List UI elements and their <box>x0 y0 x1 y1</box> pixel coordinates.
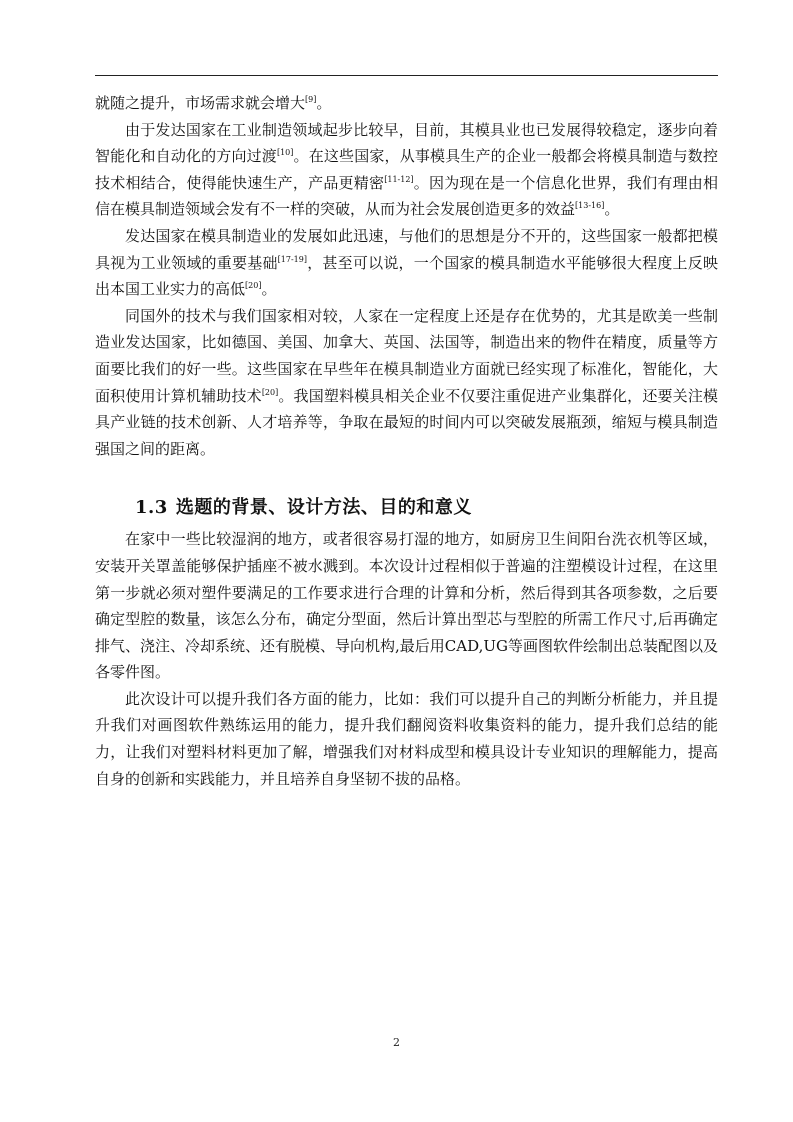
citation-ref: [10] <box>276 148 294 158</box>
header-rule <box>95 75 718 76</box>
citation-ref: [13-16] <box>575 201 605 211</box>
section-number: 1.3 <box>135 497 168 519</box>
paragraph-text: 发达国家在模具制造业的发展如此迅速，与他们的思想是分不开的，这些国家一般都把模具视为工业领域的重要基础 <box>95 226 718 272</box>
paragraph <box>95 90 718 117</box>
section-title: 选题的背景、设计方法、目的和意义 <box>175 497 472 519</box>
paragraph <box>95 223 718 303</box>
paragraph <box>95 303 718 463</box>
citation-ref: [20] <box>261 387 279 397</box>
paragraph-text: 。在这些国家，从事模具生产的企业一般都会将模具制造与数控技术相结合，使得能快速生产，产品更精密 <box>95 147 718 192</box>
page-number: 2 <box>393 1036 400 1049</box>
paragraph-text: 就随之提升，市场需求就会增大 <box>95 94 306 112</box>
paragraph <box>95 117 718 223</box>
page-body <box>95 90 718 792</box>
paragraph-text: ，甚至可以说，一个国家的模具制造水平能够很大程度上反映出本国工业实力的高低 <box>95 253 718 299</box>
paragraph-text: 此次设计可以提升我们各方面的能力，比如：我们可以提升自己的判断分析能力，并且提升我们对画图软件熟练运用的能力，提升我们翻阅资料收集资料的能力，提升我们总结的能力，让我们对塑料材料更加了解，增强我们对材料成型和模具设计专业知识的理解能力，提高自身的创新和实践能力，并且培养自身坚韧不拔的品格。 <box>95 689 718 788</box>
paragraph-text: 。 <box>261 280 277 299</box>
section-heading <box>135 495 718 521</box>
citation-ref: [17-19] <box>277 254 307 264</box>
paragraph-text: 。因为现在是一个信息化世界，我们有理由相信在模具制造领域会发有不一样的突破，从而为社会发展创造更多的效益 <box>95 173 718 219</box>
citation-ref: [11-12] <box>384 174 414 184</box>
paragraph-text: 。 <box>604 200 620 219</box>
paragraph-text: 同国外的技术与我们国家相对较，人家在一定程度上还是存在优势的，尤其是欧美一些制造业发达国家，比如德国、美国、加拿大、英国、法国等，制造出来的物件在精度，质量等方面要比我们的好一些。这些国家在早些年在模具制造业方面就已经实现了标准化，智能化，大面积使用计算机辅助技术 <box>95 306 718 405</box>
citation-ref: [20] <box>245 281 262 291</box>
paragraph-text: 。我国塑料模具相关企业不仅要注重促进产业集群化，还要关注模具产业链的技术创新、人才培养等，争取在最短的时间内可以突破发展瓶颈，缩短与模具制造强国之间的距离。 <box>95 386 718 458</box>
paragraph-text: 。 <box>316 94 332 112</box>
paragraph-text: 在家中一些比较湿润的地方，或者很容易打湿的地方，如厨房卫生间阳台洗衣机等区域，安装开关罩盖能够保护插座不被水溅到。本次设计过程相似于普遍的注塑模设计过程，在这里第一步就必须对塑件要满足的工作要求进行合理的计算和分析，然后得到其各项参数，之后要确定型腔的数量，该怎么分布，确定分型面，然后计算出型芯与型腔的所需工作尺寸,后再确定排气、浇注、冷却系统、还有脱模、导向机构,最后用CAD,UG等画图软件绘制出总装配图以及各零件图。 <box>95 530 718 682</box>
citation-ref: [9] <box>305 95 317 104</box>
paragraphs-after-section <box>95 526 718 792</box>
paragraph-text: 由于发达国家在工业制造领域起步比较早，目前，其模具业也已发展得较稳定，逐步向着智能化和自动化的方向过渡 <box>95 120 718 166</box>
paragraph <box>95 526 718 686</box>
paragraph <box>95 686 718 792</box>
paragraphs-before-section <box>95 90 718 462</box>
